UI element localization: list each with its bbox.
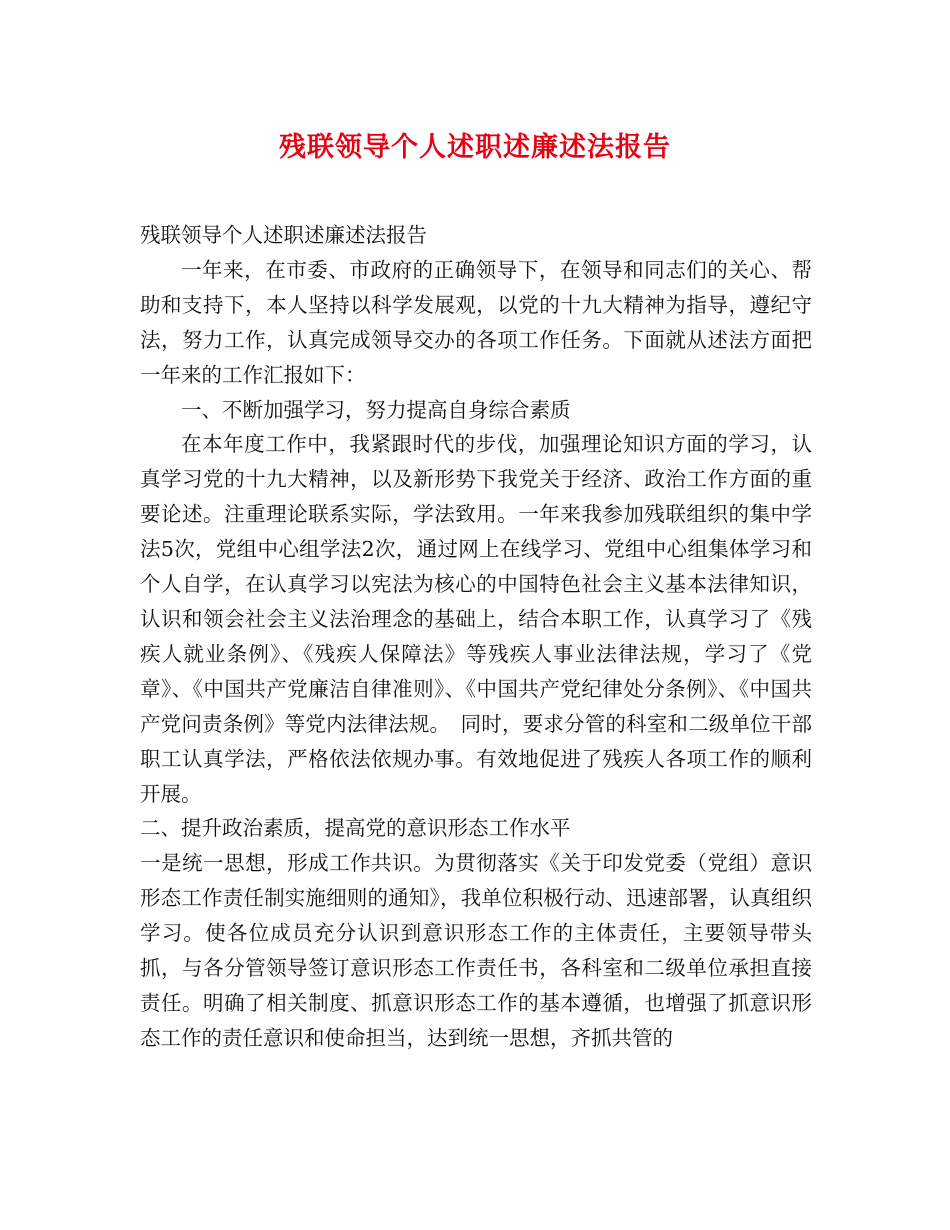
document-title: 残联领导个人述职述廉述法报告 xyxy=(279,132,671,163)
paragraph-intro: 一年来，在市委、市政府的正确领导下，在领导和同志们的关心、帮助和支持下，本人坚持以科学发展观，以党的十九大精神为指导，遵纪守法，努力工作，认真完成领导交办的各项工作任务。下面就从述法方面把一年来的工作汇报如下： xyxy=(140,257,812,387)
paragraph-ideology: 一是统一思想，形成工作共识。为贯彻落实《关于印发党委（党组）意识形态工作责任制实施细则的通知》，我单位积极行动、迅速部署，认真组织学习。使各位成员充分认识到意识形态工作的主体责任，主要领导带头抓，与各分管领导签订意识形态工作责任书，各科室和二级单位承担直接责任。明确了相关制度、抓意识形态工作的基本遵循，也增强了抓意识形态工作的责任意识和使命担当，达到统一思想，齐抓共管的 xyxy=(140,851,812,1050)
section-heading-1: 一、不断加强学习，努力提高自身综合素质 xyxy=(181,397,571,422)
paragraph-study: 在本年度工作中，我紧跟时代的步伐，加强理论知识方面的学习，认真学习党的十九大精神，以及新形势下我党关于经济、政治工作方面的重要论述。注重理论联系实际，学法致用。一年来我参加残联组织的集中学法5次，党组中心组学法2次，通过网上在线学习、党组中心组集体学习和个人自学，在认真学习以宪法为核心的中国特色社会主义基本法律知识，认识和领会社会主义法治理念的基础上，结合本职工作，认真学习了《残疾人就业条例》、《残疾人保障法》等残疾人事业法律法规，学习了《党章》、《中国共产党廉洁自律准则》、《中国共产党纪律处分条例》、《中国共产党问责条例》等党内法律法规。 同时，要求分管的科室和二级单位干部职工认真学法，严格依法依规办事。有效地促进了残疾人各项工作的顺利开展。 xyxy=(140,432,812,806)
document-subtitle: 残联领导个人述职述廉述法报告 xyxy=(140,223,427,247)
section-heading-2: 二、提升政治素质，提高党的意识形态工作水平 xyxy=(140,816,571,841)
document-body xyxy=(140,218,812,1056)
